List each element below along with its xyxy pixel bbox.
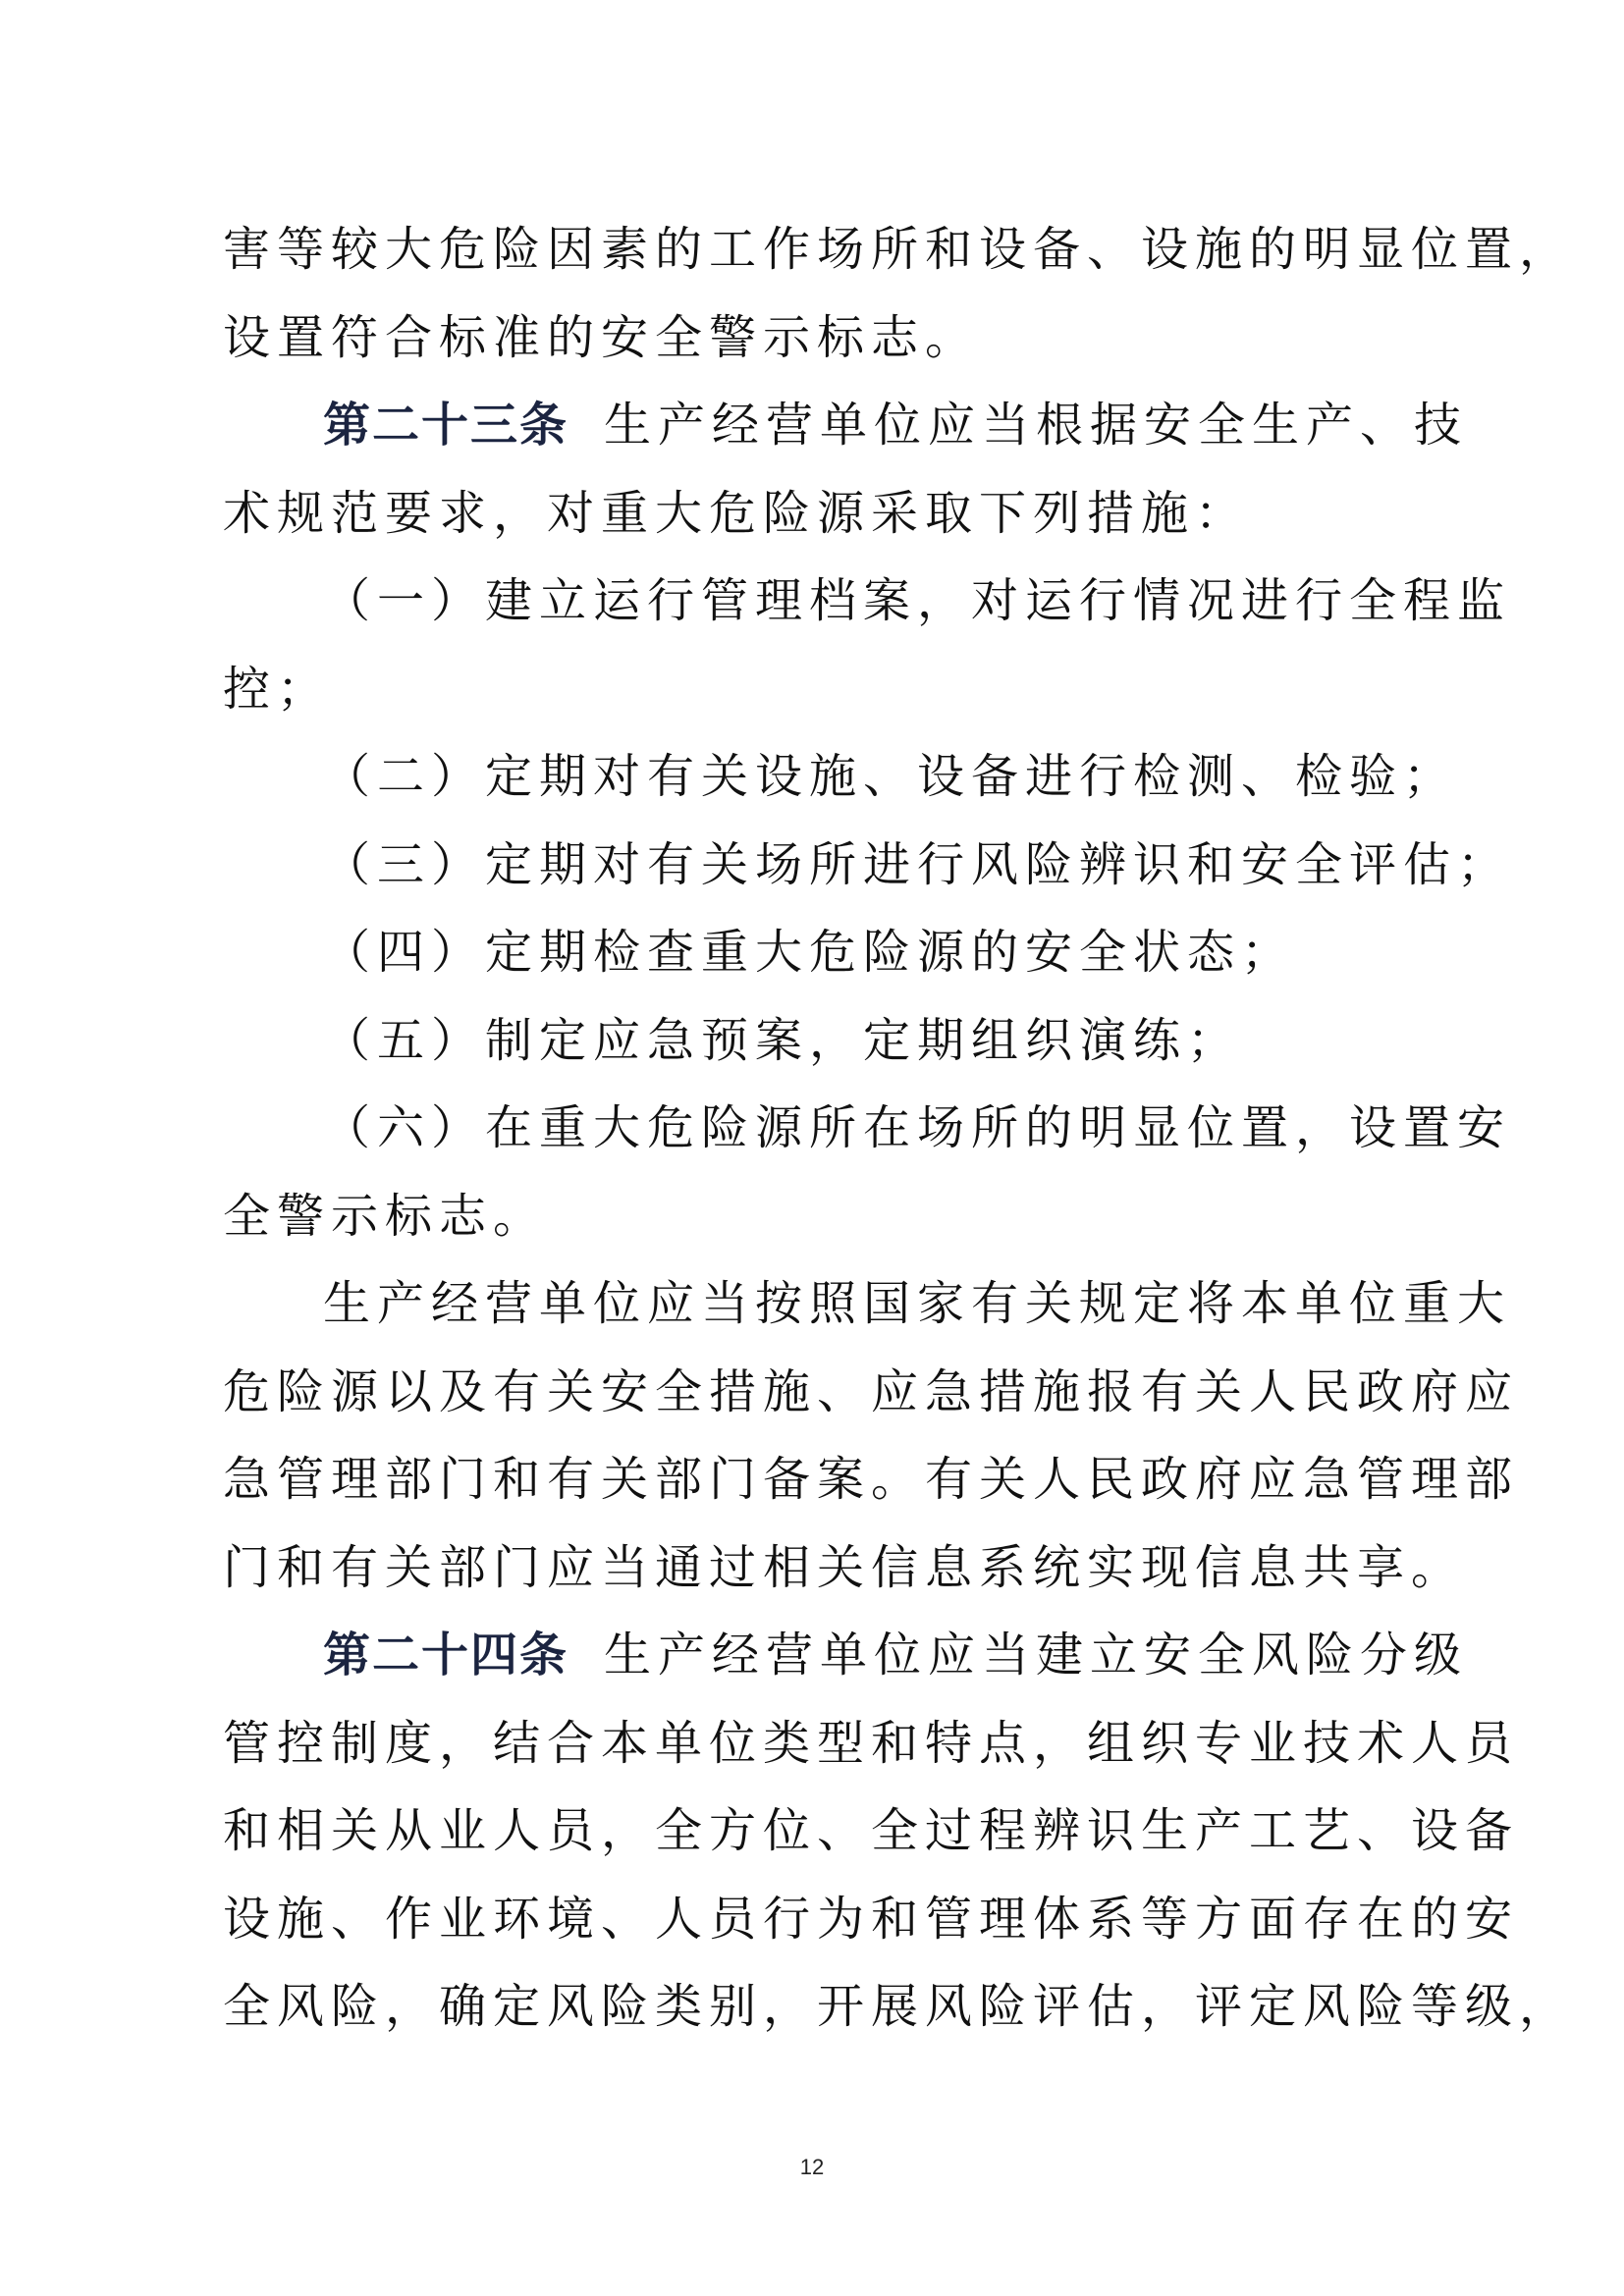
paragraph-line: 和相关从业人员，全方位、全过程辨识生产工艺、设备 <box>223 1803 1520 1858</box>
text-line: 设置符合标准的安全警示标志。 <box>223 309 980 365</box>
text-line: 术规范要求，对重大危险源采取下列措施： <box>223 485 1250 541</box>
list-item-4: （四）定期检查重大危险源的安全状态； <box>323 925 1296 980</box>
paragraph-line: 生产经营单位应当按照国家有关规定将本单位重大 <box>323 1276 1512 1331</box>
text-line: 控； <box>223 661 332 717</box>
text-line: 生产经营单位应当根据安全生产、技 <box>604 398 1469 453</box>
page-number: 12 <box>799 2155 825 2179</box>
list-item-6: （六）在重大危险源所在场所的明显位置，设置安 <box>323 1100 1512 1155</box>
paragraph-line: 急管理部门和有关部门备案。有关人民政府应急管理部 <box>223 1452 1520 1507</box>
text-line: 害等较大危险因素的工作场所和设备、设施的明显位置， <box>223 222 1574 277</box>
paragraph-line: 全风险，确定风险类别，开展风险评估，评定风险等级， <box>223 1979 1574 2034</box>
list-item-3: （三）定期对有关场所进行风险辨识和安全评估； <box>323 836 1512 892</box>
list-item-2: （二）定期对有关设施、设备进行检测、检验； <box>323 749 1458 804</box>
paragraph-line: 管控制度，结合本单位类型和特点，组织专业技术人员 <box>223 1715 1520 1771</box>
text-line: 生产经营单位应当建立安全风险分级 <box>604 1628 1469 1682</box>
article-heading: 第二十三条 <box>323 398 569 453</box>
article-23-line <box>223 382 1469 470</box>
paragraph-line: 危险源以及有关安全措施、应急措施报有关人民政府应 <box>223 1363 1520 1419</box>
list-item-1: （一）建立运行管理档案，对运行情况进行全程监 <box>323 573 1512 628</box>
article-heading: 第二十四条 <box>323 1628 569 1682</box>
paragraph-line: 设施、作业环境、人员行为和管理体系等方面存在的安 <box>223 1891 1520 1947</box>
text-line: 全警示标志。 <box>223 1188 548 1244</box>
paragraph-line: 门和有关部门应当通过相关信息系统实现信息共享。 <box>223 1539 1466 1595</box>
document-body <box>223 206 1574 2052</box>
article-24-line <box>223 1612 1469 1700</box>
list-item-5: （五）制定应急预案，定期组织演练； <box>323 1012 1242 1068</box>
